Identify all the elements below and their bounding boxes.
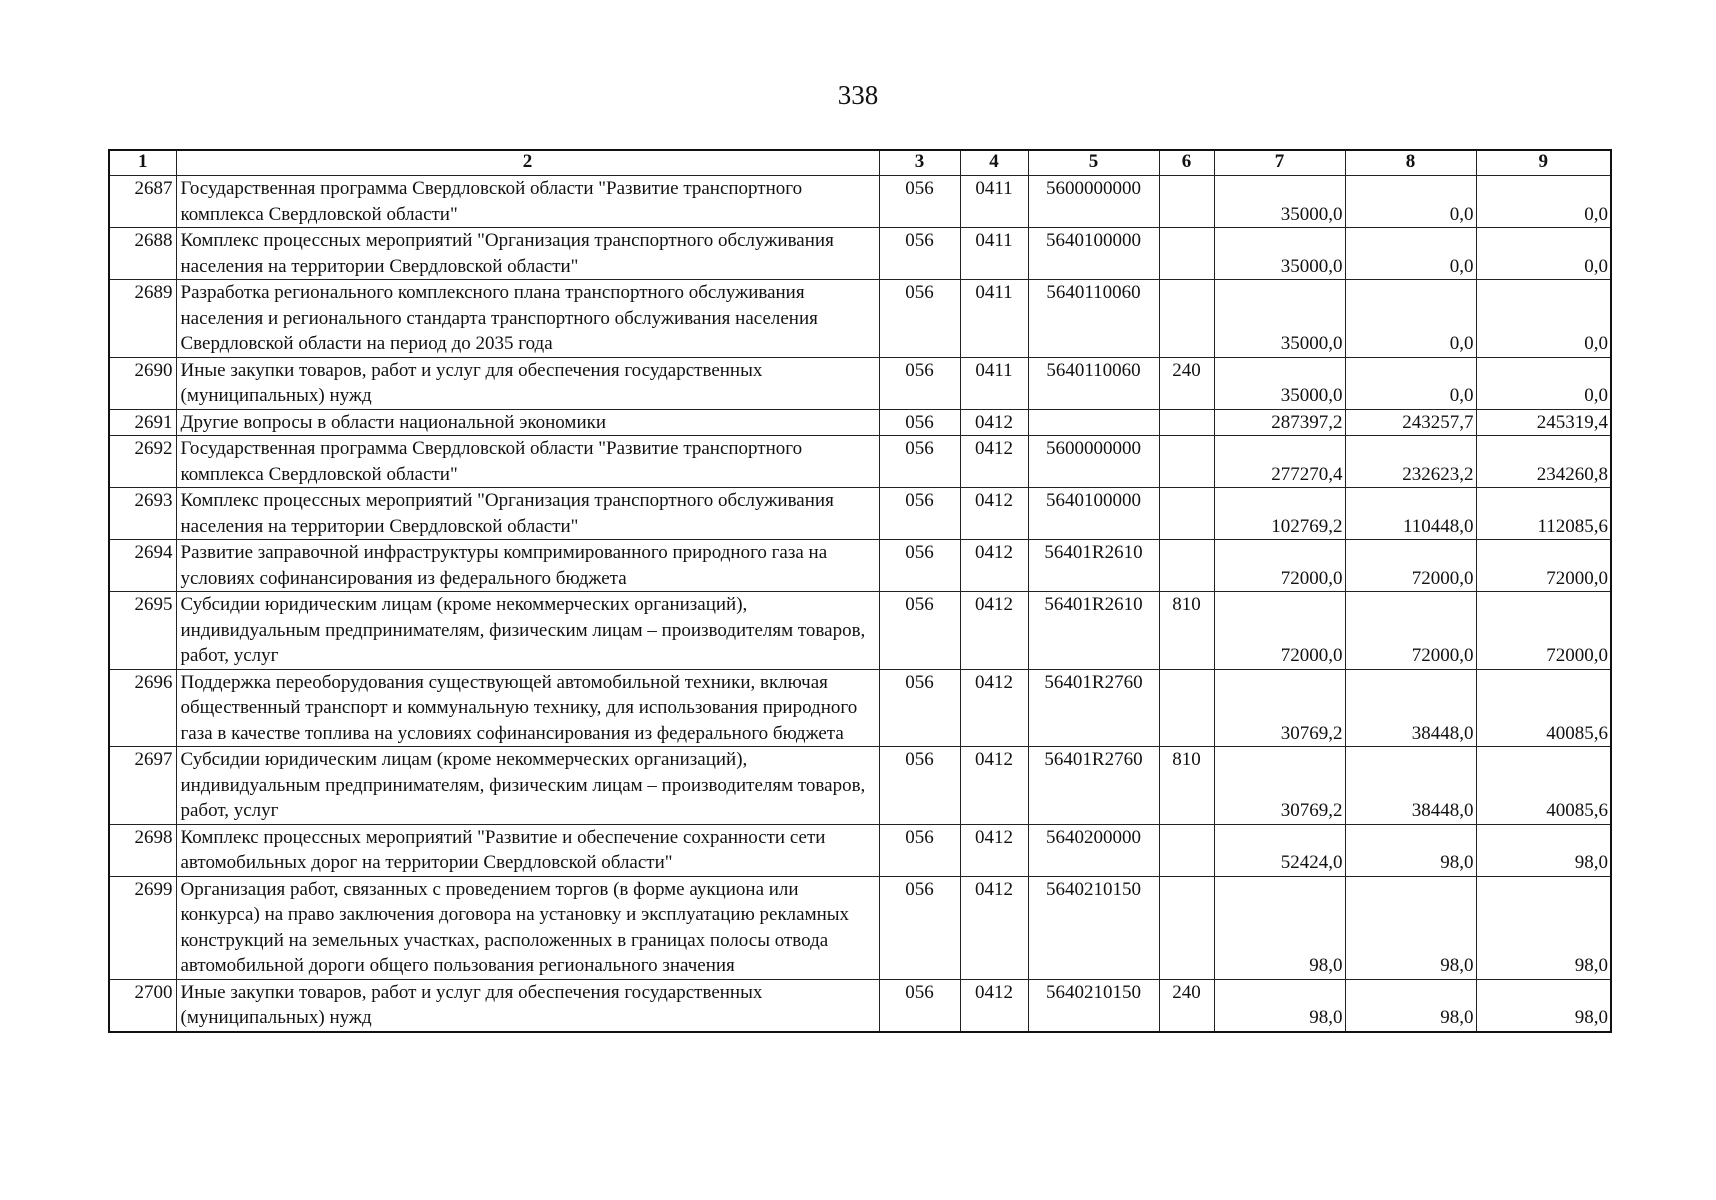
- row-name: Разработка регионального комплексного плана транспортного обслуживания населения и регионального стандарта транспортного обслуживания населения Свердловской области на период до 2035 года: [176, 280, 879, 358]
- row-number: 2688: [109, 228, 176, 280]
- row-number: 2697: [109, 747, 176, 825]
- row-amount-9: 0,0: [1476, 176, 1611, 228]
- row-amount-7: 30769,2: [1214, 747, 1345, 825]
- row-code-3: 056: [879, 824, 960, 876]
- table-header-row: [109, 150, 1611, 176]
- row-code-6: [1159, 436, 1214, 488]
- row-code-6: [1159, 540, 1214, 592]
- row-amount-7: 30769,2: [1214, 669, 1345, 747]
- row-amount-9: 72000,0: [1476, 540, 1611, 592]
- row-amount-8: 38448,0: [1345, 747, 1476, 825]
- col-header-7: 7: [1214, 150, 1345, 176]
- row-amount-7: 35000,0: [1214, 357, 1345, 409]
- row-code-3: 056: [879, 280, 960, 358]
- row-number: 2696: [109, 669, 176, 747]
- row-amount-8: 38448,0: [1345, 669, 1476, 747]
- row-code-6: [1159, 280, 1214, 358]
- table-row: [109, 436, 1611, 488]
- row-amount-8: 98,0: [1345, 824, 1476, 876]
- row-name: Поддержка переоборудования существующей автомобильной техники, включая общественный транспорт и коммунальную технику, для использования природного газа в качестве топлива на условиях софинансирования из федерального бюджета: [176, 669, 879, 747]
- col-header-9: 9: [1476, 150, 1611, 176]
- col-header-8: 8: [1345, 150, 1476, 176]
- table-row: [109, 280, 1611, 358]
- row-amount-9: 245319,4: [1476, 409, 1611, 436]
- row-amount-8: 72000,0: [1345, 540, 1476, 592]
- row-code-6: [1159, 488, 1214, 540]
- row-code-3: 056: [879, 228, 960, 280]
- row-code-6: 240: [1159, 357, 1214, 409]
- page-number: 338: [837, 80, 879, 110]
- row-code-4: 0411: [960, 357, 1028, 409]
- row-amount-8: 0,0: [1345, 176, 1476, 228]
- row-code-4: 0412: [960, 436, 1028, 488]
- col-header-5: 5: [1028, 150, 1159, 176]
- row-name: Субсидии юридическим лицам (кроме некоммерческих организаций), индивидуальным предпринимателям, физическим лицам – производителям товаров, работ, услуг: [176, 747, 879, 825]
- row-number: 2691: [109, 409, 176, 436]
- row-amount-9: 40085,6: [1476, 747, 1611, 825]
- row-code-6: 240: [1159, 979, 1214, 1032]
- row-name: Субсидии юридическим лицам (кроме некоммерческих организаций), индивидуальным предпринимателям, физическим лицам – производителям товаров, работ, услуг: [176, 592, 879, 670]
- row-number: 2690: [109, 357, 176, 409]
- row-amount-8: 243257,7: [1345, 409, 1476, 436]
- row-code-4: 0412: [960, 540, 1028, 592]
- row-code-4: 0411: [960, 228, 1028, 280]
- row-code-4: 0411: [960, 176, 1028, 228]
- row-amount-8: 98,0: [1345, 876, 1476, 979]
- row-code-5: 5600000000: [1028, 436, 1159, 488]
- row-amount-8: 72000,0: [1345, 592, 1476, 670]
- table-row: [109, 357, 1611, 409]
- row-code-3: 056: [879, 876, 960, 979]
- row-amount-8: 98,0: [1345, 979, 1476, 1032]
- col-header-1: 1: [109, 150, 176, 176]
- row-name: Развитие заправочной инфраструктуры компримированного природного газа на условиях софинансирования из федерального бюджета: [176, 540, 879, 592]
- row-code-3: 056: [879, 409, 960, 436]
- row-code-6: [1159, 409, 1214, 436]
- row-code-3: 056: [879, 979, 960, 1032]
- row-code-5: 56401R2760: [1028, 747, 1159, 825]
- row-code-6: [1159, 876, 1214, 979]
- row-code-6: [1159, 824, 1214, 876]
- row-amount-7: 72000,0: [1214, 540, 1345, 592]
- row-code-5: 5640110060: [1028, 280, 1159, 358]
- row-code-5: 5640210150: [1028, 979, 1159, 1032]
- row-code-4: 0412: [960, 747, 1028, 825]
- table-row: [109, 592, 1611, 670]
- row-name: Государственная программа Свердловской области "Развитие транспортного комплекса Свердловской области": [176, 436, 879, 488]
- row-number: 2693: [109, 488, 176, 540]
- col-header-4: 4: [960, 150, 1028, 176]
- row-code-6: 810: [1159, 747, 1214, 825]
- row-number: 2689: [109, 280, 176, 358]
- row-code-3: 056: [879, 747, 960, 825]
- row-number: 2698: [109, 824, 176, 876]
- row-code-6: [1159, 669, 1214, 747]
- row-code-3: 056: [879, 488, 960, 540]
- row-code-3: 056: [879, 357, 960, 409]
- table-row: [109, 669, 1611, 747]
- row-amount-8: 0,0: [1345, 280, 1476, 358]
- row-amount-9: 0,0: [1476, 357, 1611, 409]
- row-code-4: 0412: [960, 409, 1028, 436]
- row-amount-7: 102769,2: [1214, 488, 1345, 540]
- row-code-6: 810: [1159, 592, 1214, 670]
- row-name: Другие вопросы в области национальной экономики: [176, 409, 879, 436]
- budget-table: [108, 149, 1612, 1033]
- row-amount-9: 98,0: [1476, 876, 1611, 979]
- row-amount-9: 98,0: [1476, 824, 1611, 876]
- row-code-3: 056: [879, 176, 960, 228]
- row-code-6: [1159, 228, 1214, 280]
- row-number: 2700: [109, 979, 176, 1032]
- row-number: 2692: [109, 436, 176, 488]
- table-row: [109, 176, 1611, 228]
- row-code-5: 5640200000: [1028, 824, 1159, 876]
- row-amount-7: 35000,0: [1214, 228, 1345, 280]
- row-code-5: 5640210150: [1028, 876, 1159, 979]
- row-amount-7: 72000,0: [1214, 592, 1345, 670]
- row-code-4: 0412: [960, 669, 1028, 747]
- table-row: [109, 488, 1611, 540]
- row-code-4: 0412: [960, 488, 1028, 540]
- row-amount-9: 98,0: [1476, 979, 1611, 1032]
- row-amount-7: 52424,0: [1214, 824, 1345, 876]
- row-code-6: [1159, 176, 1214, 228]
- table-row: [109, 409, 1611, 436]
- table-row: [109, 876, 1611, 979]
- row-code-5: 5600000000: [1028, 176, 1159, 228]
- row-name: Государственная программа Свердловской области "Развитие транспортного комплекса Свердловской области": [176, 176, 879, 228]
- row-name: Комплекс процессных мероприятий "Организация транспортного обслуживания населения на территории Свердловской области": [176, 228, 879, 280]
- row-amount-9: 0,0: [1476, 280, 1611, 358]
- table-row: [109, 228, 1611, 280]
- col-header-2: 2: [176, 150, 879, 176]
- row-code-4: 0411: [960, 280, 1028, 358]
- row-name: Комплекс процессных мероприятий "Развитие и обеспечение сохранности сети автомобильных дорог на территории Свердловской области": [176, 824, 879, 876]
- row-number: 2699: [109, 876, 176, 979]
- row-code-5: 56401R2760: [1028, 669, 1159, 747]
- row-code-5: 5640110060: [1028, 357, 1159, 409]
- row-amount-7: 287397,2: [1214, 409, 1345, 436]
- table-row: [109, 979, 1611, 1032]
- row-code-3: 056: [879, 669, 960, 747]
- row-code-4: 0412: [960, 592, 1028, 670]
- row-code-3: 056: [879, 540, 960, 592]
- row-amount-7: 98,0: [1214, 979, 1345, 1032]
- row-number: 2687: [109, 176, 176, 228]
- row-code-5: 5640100000: [1028, 228, 1159, 280]
- row-code-5: 56401R2610: [1028, 592, 1159, 670]
- row-amount-7: 98,0: [1214, 876, 1345, 979]
- row-name: Организация работ, связанных с проведением торгов (в форме аукциона или конкурса) на право заключения договора на установку и эксплуатацию рекламных конструкций на земельных участках, расположенных в границах полосы отвода автомобильной дороги общего пользования регионального значения: [176, 876, 879, 979]
- row-code-3: 056: [879, 592, 960, 670]
- row-amount-9: 234260,8: [1476, 436, 1611, 488]
- row-amount-9: 72000,0: [1476, 592, 1611, 670]
- row-amount-9: 112085,6: [1476, 488, 1611, 540]
- row-amount-9: 0,0: [1476, 228, 1611, 280]
- row-amount-7: 277270,4: [1214, 436, 1345, 488]
- table-row: [109, 824, 1611, 876]
- row-amount-7: 35000,0: [1214, 280, 1345, 358]
- row-number: 2694: [109, 540, 176, 592]
- row-name: Комплекс процессных мероприятий "Организация транспортного обслуживания населения на территории Свердловской области": [176, 488, 879, 540]
- table-row: [109, 540, 1611, 592]
- row-code-5: 5640100000: [1028, 488, 1159, 540]
- row-code-5: [1028, 409, 1159, 436]
- row-number: 2695: [109, 592, 176, 670]
- row-amount-7: 35000,0: [1214, 176, 1345, 228]
- row-code-3: 056: [879, 436, 960, 488]
- row-name: Иные закупки товаров, работ и услуг для обеспечения государственных (муниципальных) нужд: [176, 357, 879, 409]
- row-amount-9: 40085,6: [1476, 669, 1611, 747]
- col-header-6: 6: [1159, 150, 1214, 176]
- col-header-3: 3: [879, 150, 960, 176]
- row-code-5: 56401R2610: [1028, 540, 1159, 592]
- row-amount-8: 110448,0: [1345, 488, 1476, 540]
- row-amount-8: 232623,2: [1345, 436, 1476, 488]
- row-name: Иные закупки товаров, работ и услуг для обеспечения государственных (муниципальных) нужд: [176, 979, 879, 1032]
- table-row: [109, 747, 1611, 825]
- row-amount-8: 0,0: [1345, 357, 1476, 409]
- row-amount-8: 0,0: [1345, 228, 1476, 280]
- row-code-4: 0412: [960, 876, 1028, 979]
- row-code-4: 0412: [960, 979, 1028, 1032]
- row-code-4: 0412: [960, 824, 1028, 876]
